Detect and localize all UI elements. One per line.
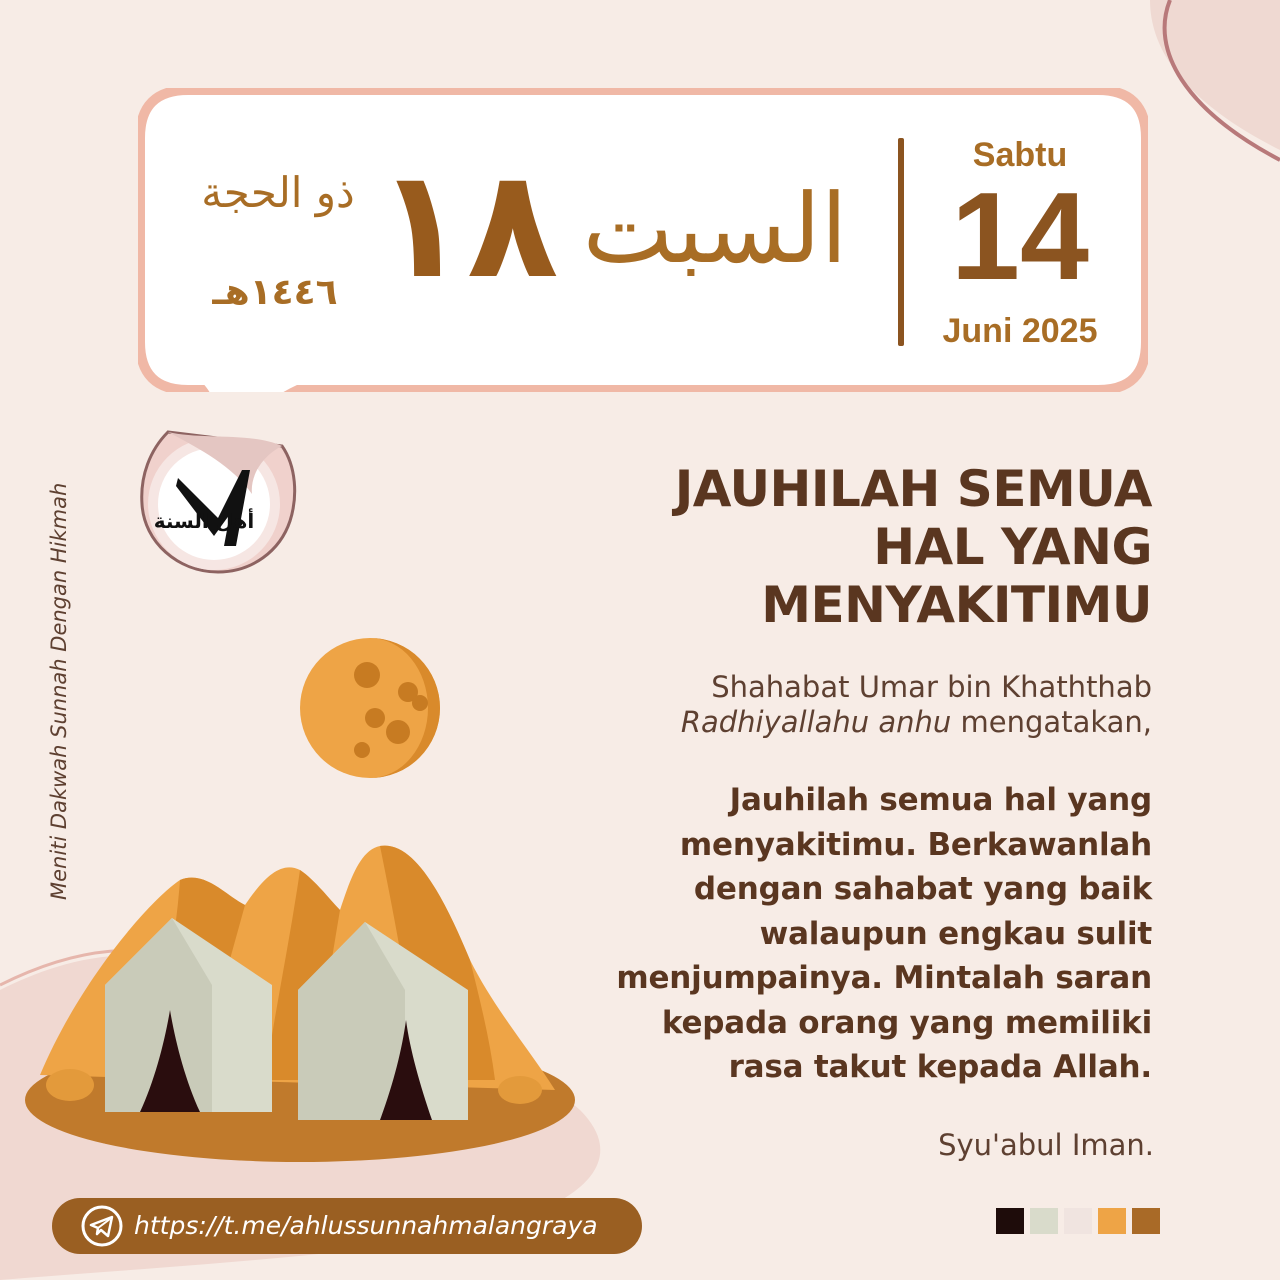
quote-line: menyakitimu. Berkawanlah <box>679 826 1152 863</box>
moon-illustration <box>300 638 440 778</box>
quote-line: kepada orang yang memiliki <box>661 1004 1152 1041</box>
intro-verb: mengatakan, <box>960 705 1152 739</box>
quote-text <box>520 778 1152 1090</box>
palette-swatch <box>996 1208 1024 1234</box>
quote-source: Syu'abul Iman. <box>938 1128 1154 1162</box>
palette-swatch <box>1098 1208 1126 1234</box>
quote-line: walaupun engkau sulit <box>759 915 1152 952</box>
palette-swatch <box>1030 1208 1058 1234</box>
honorific: Radhiyallahu anhu <box>680 705 952 739</box>
vertical-tagline: Meniti Dakwah Sunnah Dengan Hikmah <box>47 482 71 900</box>
hijri-year: ١٤٤٦هـ <box>212 272 338 313</box>
headline-line: MENYAKITIMU <box>761 576 1152 634</box>
palette-swatch <box>1064 1208 1092 1234</box>
desert-tent-illustration <box>25 846 575 1162</box>
intro-line <box>560 705 1152 740</box>
gregorian-month-year: Juni 2025 <box>942 312 1098 350</box>
quote-line: Jauhilah semua hal yang <box>729 782 1152 818</box>
logo-badge <box>132 426 300 576</box>
hijri-day-number: ١٨ <box>375 138 559 312</box>
palette-swatch <box>1132 1208 1160 1234</box>
quote-line: menjumpainya. Mintalah saran <box>616 960 1152 996</box>
arabic-day-name: السبت <box>582 173 848 285</box>
gregorian-weekday: Sabtu <box>972 136 1068 174</box>
intro-line: Shahabat Umar bin Khaththab <box>711 670 1152 704</box>
headline <box>560 460 1152 634</box>
logo-text: أهل السنة <box>153 509 255 533</box>
headline-line: JAUHILAH SEMUA <box>674 460 1152 518</box>
telegram-link[interactable]: https://t.me/ahlussunnahmalangraya <box>134 1211 598 1240</box>
color-palette <box>996 1208 1160 1234</box>
headline-line: HAL YANG <box>873 518 1152 576</box>
telegram-icon[interactable] <box>80 1204 124 1248</box>
intro-text <box>560 670 1152 740</box>
gregorian-day-number: 14 <box>951 168 1089 306</box>
quote-line: dengan sahabat yang baik <box>693 871 1152 907</box>
hijri-month: ذو الحجة <box>201 168 355 217</box>
quote-line: rasa takut kepada Allah. <box>728 1049 1152 1085</box>
date-divider <box>898 138 904 346</box>
